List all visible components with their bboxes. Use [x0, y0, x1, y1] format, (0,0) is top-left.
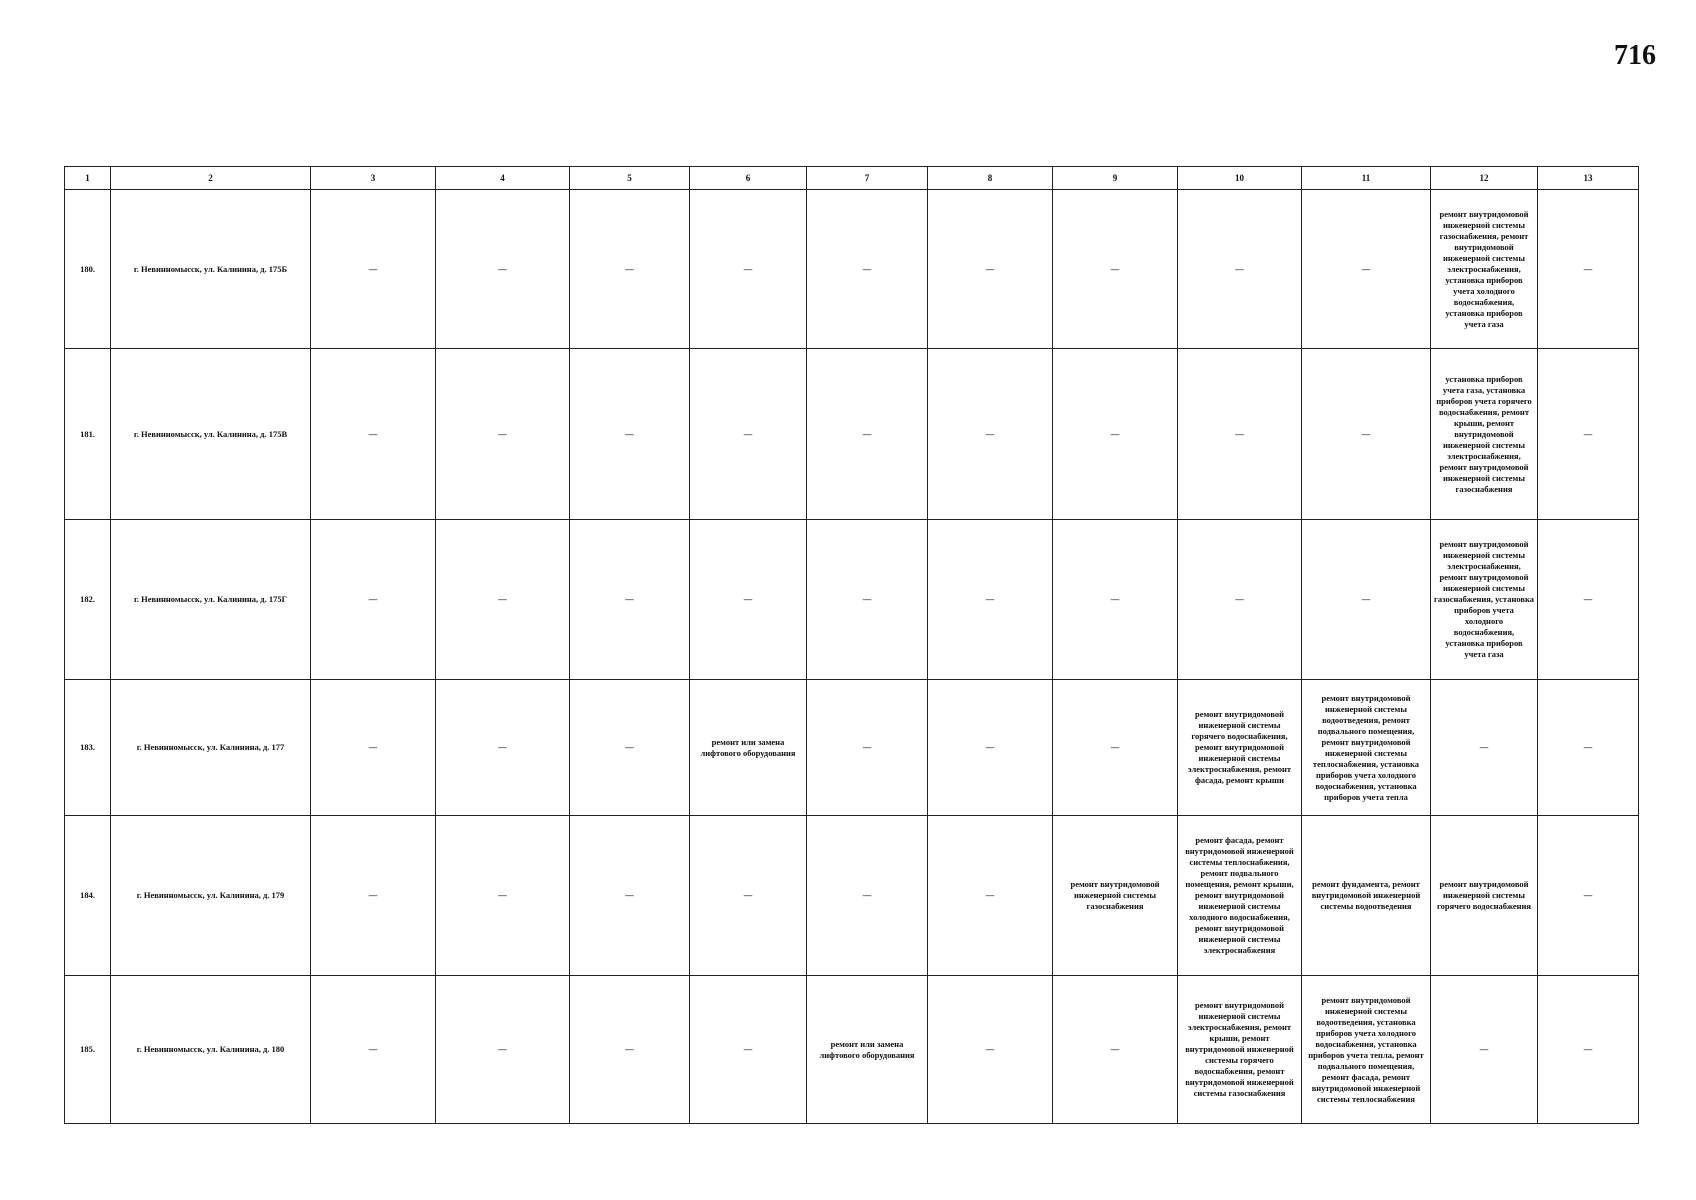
column-header: 12: [1431, 167, 1538, 190]
table-cell: ремонт фасада, ремонт внутридомовой инженерной системы теплоснабжения, ремонт подвального помещения, ремонт крыши, ремонт внутридомовой инженерной системы холодного водоснабжения, ремонт внутридомовой инженерной системы электроснабжения: [1178, 816, 1302, 976]
table-row: [65, 680, 1639, 816]
table-cell: —: [570, 816, 690, 976]
table-cell: —: [1302, 349, 1431, 520]
table-cell: —: [807, 349, 928, 520]
column-header: 1: [65, 167, 111, 190]
table-cell: —: [1302, 190, 1431, 349]
table-cell: —: [928, 349, 1053, 520]
column-header: 5: [570, 167, 690, 190]
column-header: 2: [111, 167, 311, 190]
column-header: 8: [928, 167, 1053, 190]
table-cell: —: [1538, 190, 1639, 349]
table-cell: —: [311, 349, 436, 520]
table-cell: —: [311, 816, 436, 976]
table-cell: —: [1431, 976, 1538, 1124]
table-cell: —: [1178, 520, 1302, 680]
table-cell: —: [570, 349, 690, 520]
table-cell: —: [928, 976, 1053, 1124]
table-cell: —: [928, 680, 1053, 816]
address-cell: г. Невинномысск, ул. Калинина, д. 175Г: [111, 520, 311, 680]
table-cell: ремонт внутридомовой инженерной системы газоснабжения: [1053, 816, 1178, 976]
table-cell: —: [1538, 520, 1639, 680]
table-cell: —: [1178, 349, 1302, 520]
table-cell: —: [1053, 680, 1178, 816]
table-cell: ремонт внутридомовой инженерной системы горячего водоснабжения: [1431, 816, 1538, 976]
row-number: 184.: [65, 816, 111, 976]
table-cell: —: [690, 349, 807, 520]
table-cell: —: [690, 520, 807, 680]
table-row: [65, 976, 1639, 1124]
table-cell: —: [1431, 680, 1538, 816]
row-number: 185.: [65, 976, 111, 1124]
table-cell: —: [436, 190, 570, 349]
table-cell: —: [436, 816, 570, 976]
row-number: 181.: [65, 349, 111, 520]
table-cell: —: [1053, 349, 1178, 520]
row-number: 180.: [65, 190, 111, 349]
table-cell: ремонт внутридомовой инженерной системы водоотведения, установка приборов учета холодного водоснабжения, установка приборов учета тепла, ремонт подвального помещения, ремонт фасада, ремонт внутридомовой инженерной системы теплоснабжения: [1302, 976, 1431, 1124]
table-row: [65, 349, 1639, 520]
table-cell: —: [436, 520, 570, 680]
table-cell: —: [1538, 816, 1639, 976]
table-cell: установка приборов учета газа, установка приборов учета горячего водоснабжения, ремонт крыши, ремонт внутридомовой инженерной системы электроснабжения, ремонт внутридомовой инженерной системы газоснабжения: [1431, 349, 1538, 520]
table-cell: —: [928, 190, 1053, 349]
table-cell: —: [1538, 680, 1639, 816]
column-header: 7: [807, 167, 928, 190]
repair-schedule-table: [64, 166, 1639, 1124]
column-header: 9: [1053, 167, 1178, 190]
table-cell: —: [436, 976, 570, 1124]
table-cell: ремонт внутридомовой инженерной системы электроснабжения, ремонт крыши, ремонт внутридомовой инженерной системы горячего водоснабжения, ремонт внутридомовой инженерной системы газоснабжения: [1178, 976, 1302, 1124]
table-row: [65, 190, 1639, 349]
table-cell: —: [436, 349, 570, 520]
table-cell: —: [1053, 520, 1178, 680]
table-cell: —: [690, 816, 807, 976]
table-cell: —: [1538, 976, 1639, 1124]
table-cell: ремонт внутридомовой инженерной системы водоотведения, ремонт подвального помещения, ремонт внутридомовой инженерной системы теплоснабжения, установка приборов учета холодного водоснабжения, установка приборов учета тепла: [1302, 680, 1431, 816]
table-cell: —: [807, 680, 928, 816]
table-cell: ремонт внутридомовой инженерной системы газоснабжения, ремонт внутридомовой инженерной системы электроснабжения, установка приборов учета холодного водоснабжения, установка приборов учета газа: [1431, 190, 1538, 349]
table-cell: —: [807, 816, 928, 976]
table-cell: —: [928, 520, 1053, 680]
address-cell: г. Невинномысск, ул. Калинина, д. 179: [111, 816, 311, 976]
table-cell: —: [311, 190, 436, 349]
table-cell: —: [570, 190, 690, 349]
table-cell: —: [311, 976, 436, 1124]
column-header: 13: [1538, 167, 1639, 190]
address-cell: г. Невинномысск, ул. Калинина, д. 177: [111, 680, 311, 816]
row-number: 183.: [65, 680, 111, 816]
table-cell: —: [807, 520, 928, 680]
table-cell: —: [570, 976, 690, 1124]
table-cell: —: [690, 976, 807, 1124]
table-cell: ремонт или замена лифтового оборудования: [690, 680, 807, 816]
table-row: [65, 816, 1639, 976]
table-cell: —: [1053, 976, 1178, 1124]
page-number: 716: [1614, 40, 1656, 71]
column-header: 11: [1302, 167, 1431, 190]
column-header: 3: [311, 167, 436, 190]
address-cell: г. Невинномысск, ул. Калинина, д. 175В: [111, 349, 311, 520]
table-cell: —: [311, 520, 436, 680]
table-cell: ремонт фундамента, ремонт внутридомовой инженерной системы водоотведения: [1302, 816, 1431, 976]
table-cell: —: [311, 680, 436, 816]
address-cell: г. Невинномысск, ул. Калинина, д. 175Б: [111, 190, 311, 349]
table-cell: —: [1053, 190, 1178, 349]
table-cell: —: [928, 816, 1053, 976]
table-cell: ремонт или замена лифтового оборудования: [807, 976, 928, 1124]
table-cell: —: [1178, 190, 1302, 349]
column-header: 6: [690, 167, 807, 190]
table-cell: —: [1302, 520, 1431, 680]
table-cell: —: [570, 680, 690, 816]
column-header: 4: [436, 167, 570, 190]
table-row: [65, 520, 1639, 680]
column-number-header-row: [65, 167, 1639, 190]
row-number: 182.: [65, 520, 111, 680]
table-cell: —: [436, 680, 570, 816]
table-cell: —: [807, 190, 928, 349]
table-cell: ремонт внутридомовой инженерной системы электроснабжения, ремонт внутридомовой инженерной системы газоснабжения, установка приборов учета холодного водоснабжения, установка приборов учета газа: [1431, 520, 1538, 680]
table-cell: —: [570, 520, 690, 680]
table-cell: —: [690, 190, 807, 349]
table-cell: ремонт внутридомовой инженерной системы горячего водоснабжения, ремонт внутридомовой инженерной системы электроснабжения, ремонт фасада, ремонт крыши: [1178, 680, 1302, 816]
table-cell: —: [1538, 349, 1639, 520]
address-cell: г. Невинномысск, ул. Калинина, д. 180: [111, 976, 311, 1124]
column-header: 10: [1178, 167, 1302, 190]
